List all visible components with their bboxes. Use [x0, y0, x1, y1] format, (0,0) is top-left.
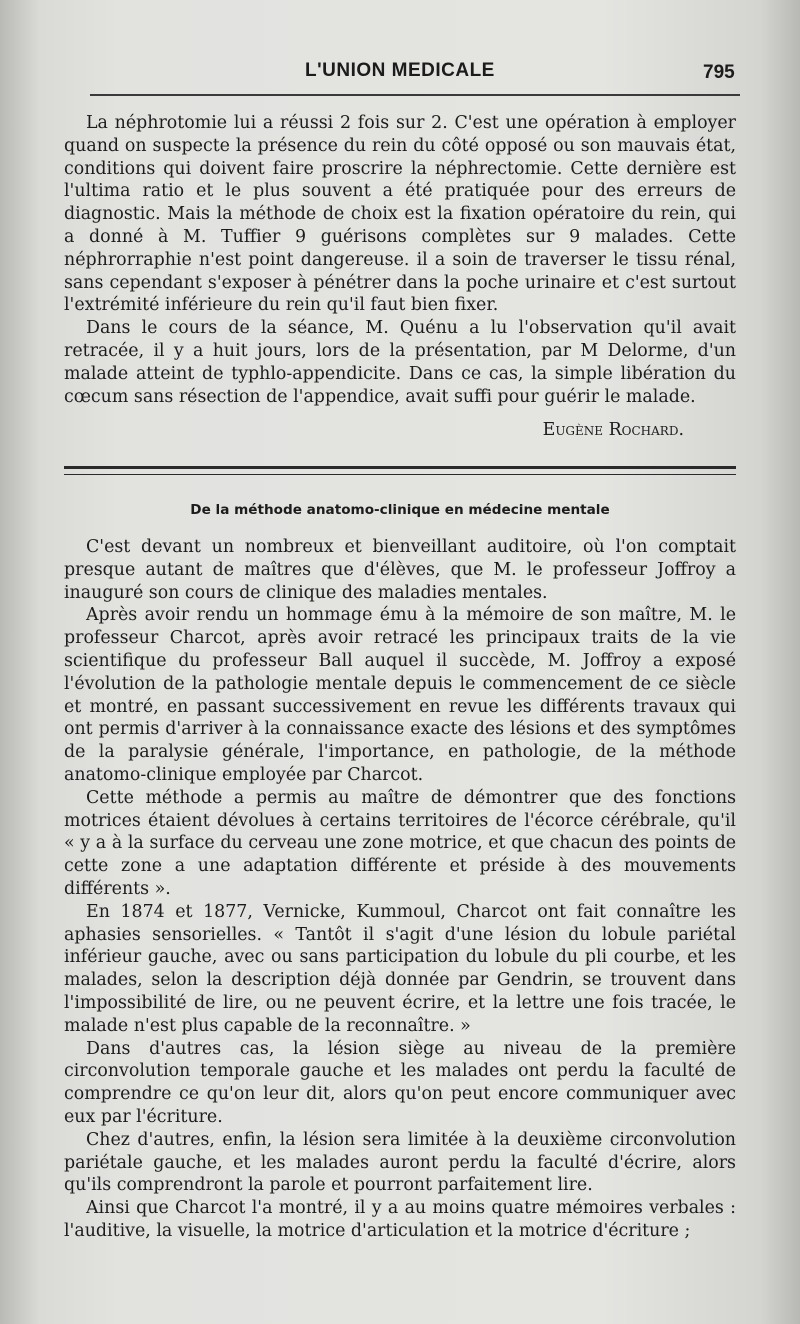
article-body: [64, 536, 736, 1243]
paragraph: Ainsi que Charcot l'a montré, il y a au moins quatre mémoires verbales : l'auditive, la visuelle, la motrice d'articulation et la motrice d'écriture ;: [64, 1198, 736, 1241]
article-continuation: [64, 112, 736, 408]
section-divider-thin: [64, 474, 736, 475]
section-divider-thick: [64, 466, 736, 469]
signature-text: Eugène Rochard.: [542, 420, 684, 440]
header-rule: [90, 94, 740, 96]
section-heading: De la méthode anatomo-clinique en médecine mentale: [190, 502, 610, 518]
journal-title: L'UNION MEDICALE: [305, 60, 495, 81]
paragraph: Dans d'autres cas, la lésion siège au niveau de la première circonvolution temporale gauche et les malades ont perdu la faculté de comprendre ce qu'on leur dit, alors qu'on peut encore communiquer avec eux par l'écriture.: [64, 1038, 736, 1127]
paragraph: La néphrotomie lui a réussi 2 fois sur 2. C'est une opération à employer quand on suspecte la présence du rein du côté opposé ou son mauvais état, conditions qui doivent faire proscrire la néphrectomie. Cette dernière est l'ultima ratio et le plus souvent a été pratiquée pour des erreurs de diagnostic. Mais la méthode de choix est la fixation opératoire du rein, qui a donné à M. Tuffier 9 guérisons complètes sur 9 malades. Cette néphrorraphie n'est point dangereuse. il a soin de traverser le tissu rénal, sans cependant s'exposer à pénétrer dans la poche urinaire et c'est surtout l'extrémité inférieure du rein qu'il faut bien fixer.: [64, 113, 736, 316]
paragraph: Après avoir rendu un hommage ému à la mémoire de son maître, M. le professeur Charcot, après avoir retracé les principaux traits de la vie scientifique du professeur Ball auquel il succède, M. Joffroy a exposé l'évolution de la pathologie mentale depuis le commencement de ce siècle et montré, en passant successivement en revue les différents travaux qui ont permis d'arriver à la connaissance exacte des lésions et des symptômes de la paralysie générale, l'importance, en pathologie, de la méthode anatomo-clinique employée par Charcot.: [64, 605, 736, 785]
author-signature: [64, 420, 684, 440]
paragraph: Chez d'autres, enfin, la lésion sera limitée à la deuxième circonvolution pariétale gauche, et les malades auront perdu la faculté d'écrire, alors qu'ils comprendront la parole et pourront parfaitement lire.: [64, 1129, 736, 1196]
paragraph: Cette méthode a permis au maître de démontrer que des fonctions motrices étaient dévolues à certains territoires de l'écorce cérébrale, qu'il « y a à la surface du cerveau une zone motrice, et que chacun des points de cette zone a une adaptation différente et préside à des mouvements différents ».: [64, 787, 736, 899]
paragraph: C'est devant un nombreux et bienveillant auditoire, où l'on comptait presque autant de maîtres que d'élèves, que M. le professeur Joffroy a inauguré son cours de clinique des maladies mentales.: [64, 537, 736, 603]
page-number: 795: [703, 62, 735, 83]
running-head: [0, 60, 800, 92]
paragraph: Dans le cours de la séance, M. Quénu a lu l'observation qu'il avait retracée, il y a huit jours, lors de la présentation, par M Delorme, d'un malade atteint de typhlo-appendicite. Dans ce cas, la simple libération du cœcum sans résection de l'appendice, avait suffi pour guérir le malade.: [64, 318, 736, 407]
paragraph: En 1874 et 1877, Vernicke, Kummoul, Charcot ont fait connaître les aphasies sensorielles. « Tantôt il s'agit d'une lésion du lobule pariétal inférieur gauche, avec ou sans participation du lobule du pli courbe, et les malades, selon la description déjà donnée par Gendrin, se trouvent dans l'impossibilité de lire, ou ne peuvent écrire, et la lettre une fois tracée, le malade n'est plus capable de la reconnaître. »: [64, 901, 736, 1036]
